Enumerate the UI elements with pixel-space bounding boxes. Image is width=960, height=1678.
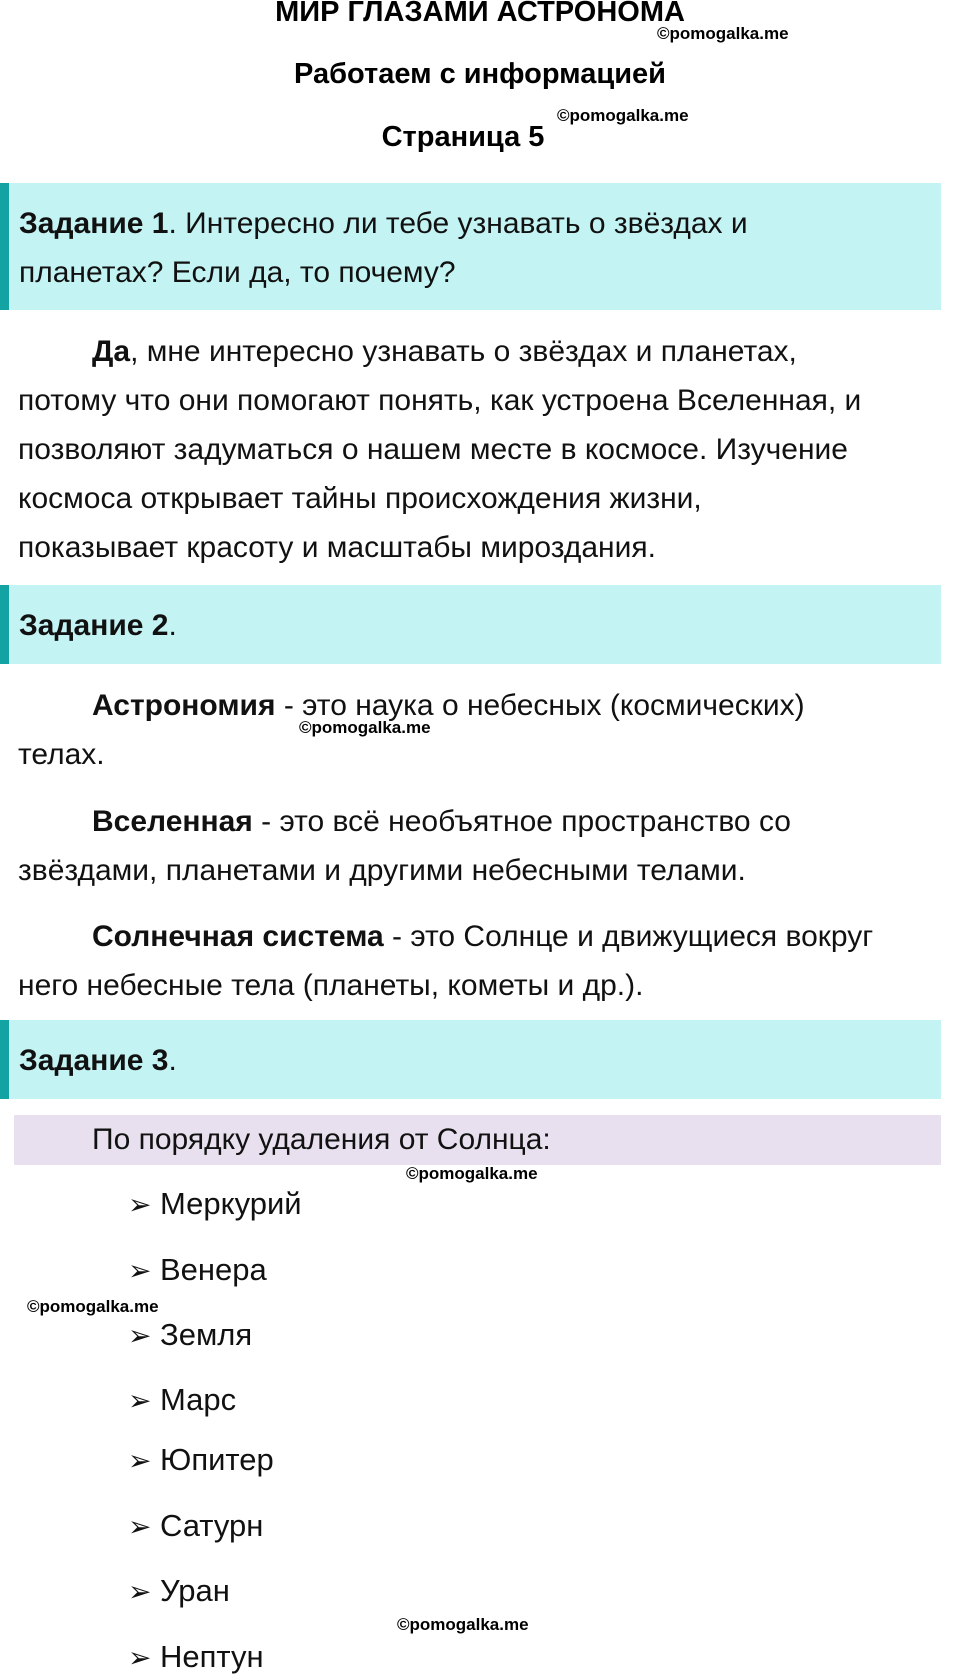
definition-line [18,681,958,730]
planet-list-item [128,1250,267,1291]
task-1-question-line: планетах? Если да, то почему? [19,256,456,289]
watermark: ©pomogalka.me [557,106,689,125]
definition-text: - это всё необъятное пространство со [252,805,791,838]
task-2-label: Задание 2 [19,609,169,642]
planet-list-item [128,1637,264,1678]
planet-list-item [128,1315,252,1356]
definition-universe [18,797,958,895]
answer-text: , мне интересно узнавать о звёздах и планетах, [130,335,797,368]
definition-line [18,797,958,846]
arrow-bullet-icon: ➢ [128,1255,152,1286]
task-3-intro: По порядку удаления от Солнца: [92,1123,551,1156]
task-3-header [0,1020,941,1099]
arrow-bullet-icon: ➢ [128,1445,152,1476]
watermark: ©pomogalka.me [299,718,431,737]
task-3-suffix: . [168,1044,177,1077]
arrow-bullet-icon: ➢ [128,1385,152,1416]
planet-name: Земля [160,1317,253,1352]
definition-term: Солнечная система [92,920,384,953]
planet-list-item [128,1506,263,1547]
arrow-bullet-icon: ➢ [128,1320,152,1351]
definition-text: - это наука о небесных (космических) [275,689,805,722]
answer-line [18,327,958,376]
answer-line: космоса открывает тайны происхождения жизни, [18,482,702,515]
planet-list-item [128,1380,236,1421]
definition-term: Вселенная [92,805,253,838]
arrow-bullet-icon: ➢ [128,1189,152,1220]
answer-line: потому что они помогают понять, как устроена Вселенная, и [18,384,862,417]
watermark: ©pomogalka.me [406,1164,538,1183]
document-title: МИР ГЛАЗАМИ АСТРОНОМА [275,0,685,28]
task-1-answer [18,327,958,572]
definition-line [18,912,958,961]
planet-name: Марс [160,1382,237,1417]
answer-line: показывает красоту и масштабы мироздания. [18,531,656,564]
definition-line: звёздами, планетами и другими небесными телами. [18,854,746,887]
planet-list-item [128,1440,274,1481]
planet-name: Меркурий [160,1186,302,1221]
watermark: ©pomogalka.me [657,24,789,43]
planet-name: Уран [160,1573,230,1608]
definition-line: него небесные тела (планеты, кометы и др.). [18,969,644,1002]
task-2-suffix: . [168,609,177,642]
planet-list-item [128,1571,230,1612]
task-3-intro-box [14,1115,941,1165]
section-subtitle: Работаем с информацией [294,58,666,90]
definition-term: Астрономия [92,689,276,722]
arrow-bullet-icon: ➢ [128,1642,152,1673]
planet-name: Венера [160,1252,267,1287]
definition-astronomy [18,681,958,779]
task-3-label-line [19,1036,941,1085]
watermark: ©pomogalka.me [27,1297,159,1316]
definition-text: - это Солнце и движущиеся вокруг [383,920,874,953]
planet-name: Нептун [160,1639,264,1674]
task-1-header [0,183,941,310]
task-1-question-text: . Интересно ли тебе узнавать о звёздах и [168,207,748,240]
page-number: Страница 5 [381,121,545,153]
definition-solar-system [18,912,958,1010]
task-1-label: Задание 1 [19,207,169,240]
arrow-bullet-icon: ➢ [128,1511,152,1542]
task-2-label-line [19,601,941,650]
planet-name: Юпитер [160,1442,274,1477]
arrow-bullet-icon: ➢ [128,1576,152,1607]
definition-line: телах. [18,738,105,771]
answer-bold: Да [92,335,131,368]
answer-line: позволяют задуматься о нашем месте в космосе. Изучение [18,433,848,466]
planet-name: Сатурн [160,1508,264,1543]
task-3-label: Задание 3 [19,1044,169,1077]
task-2-header [0,585,941,664]
task-1-question-line [19,199,941,248]
watermark: ©pomogalka.me [397,1615,529,1634]
planet-list-item [128,1184,302,1225]
